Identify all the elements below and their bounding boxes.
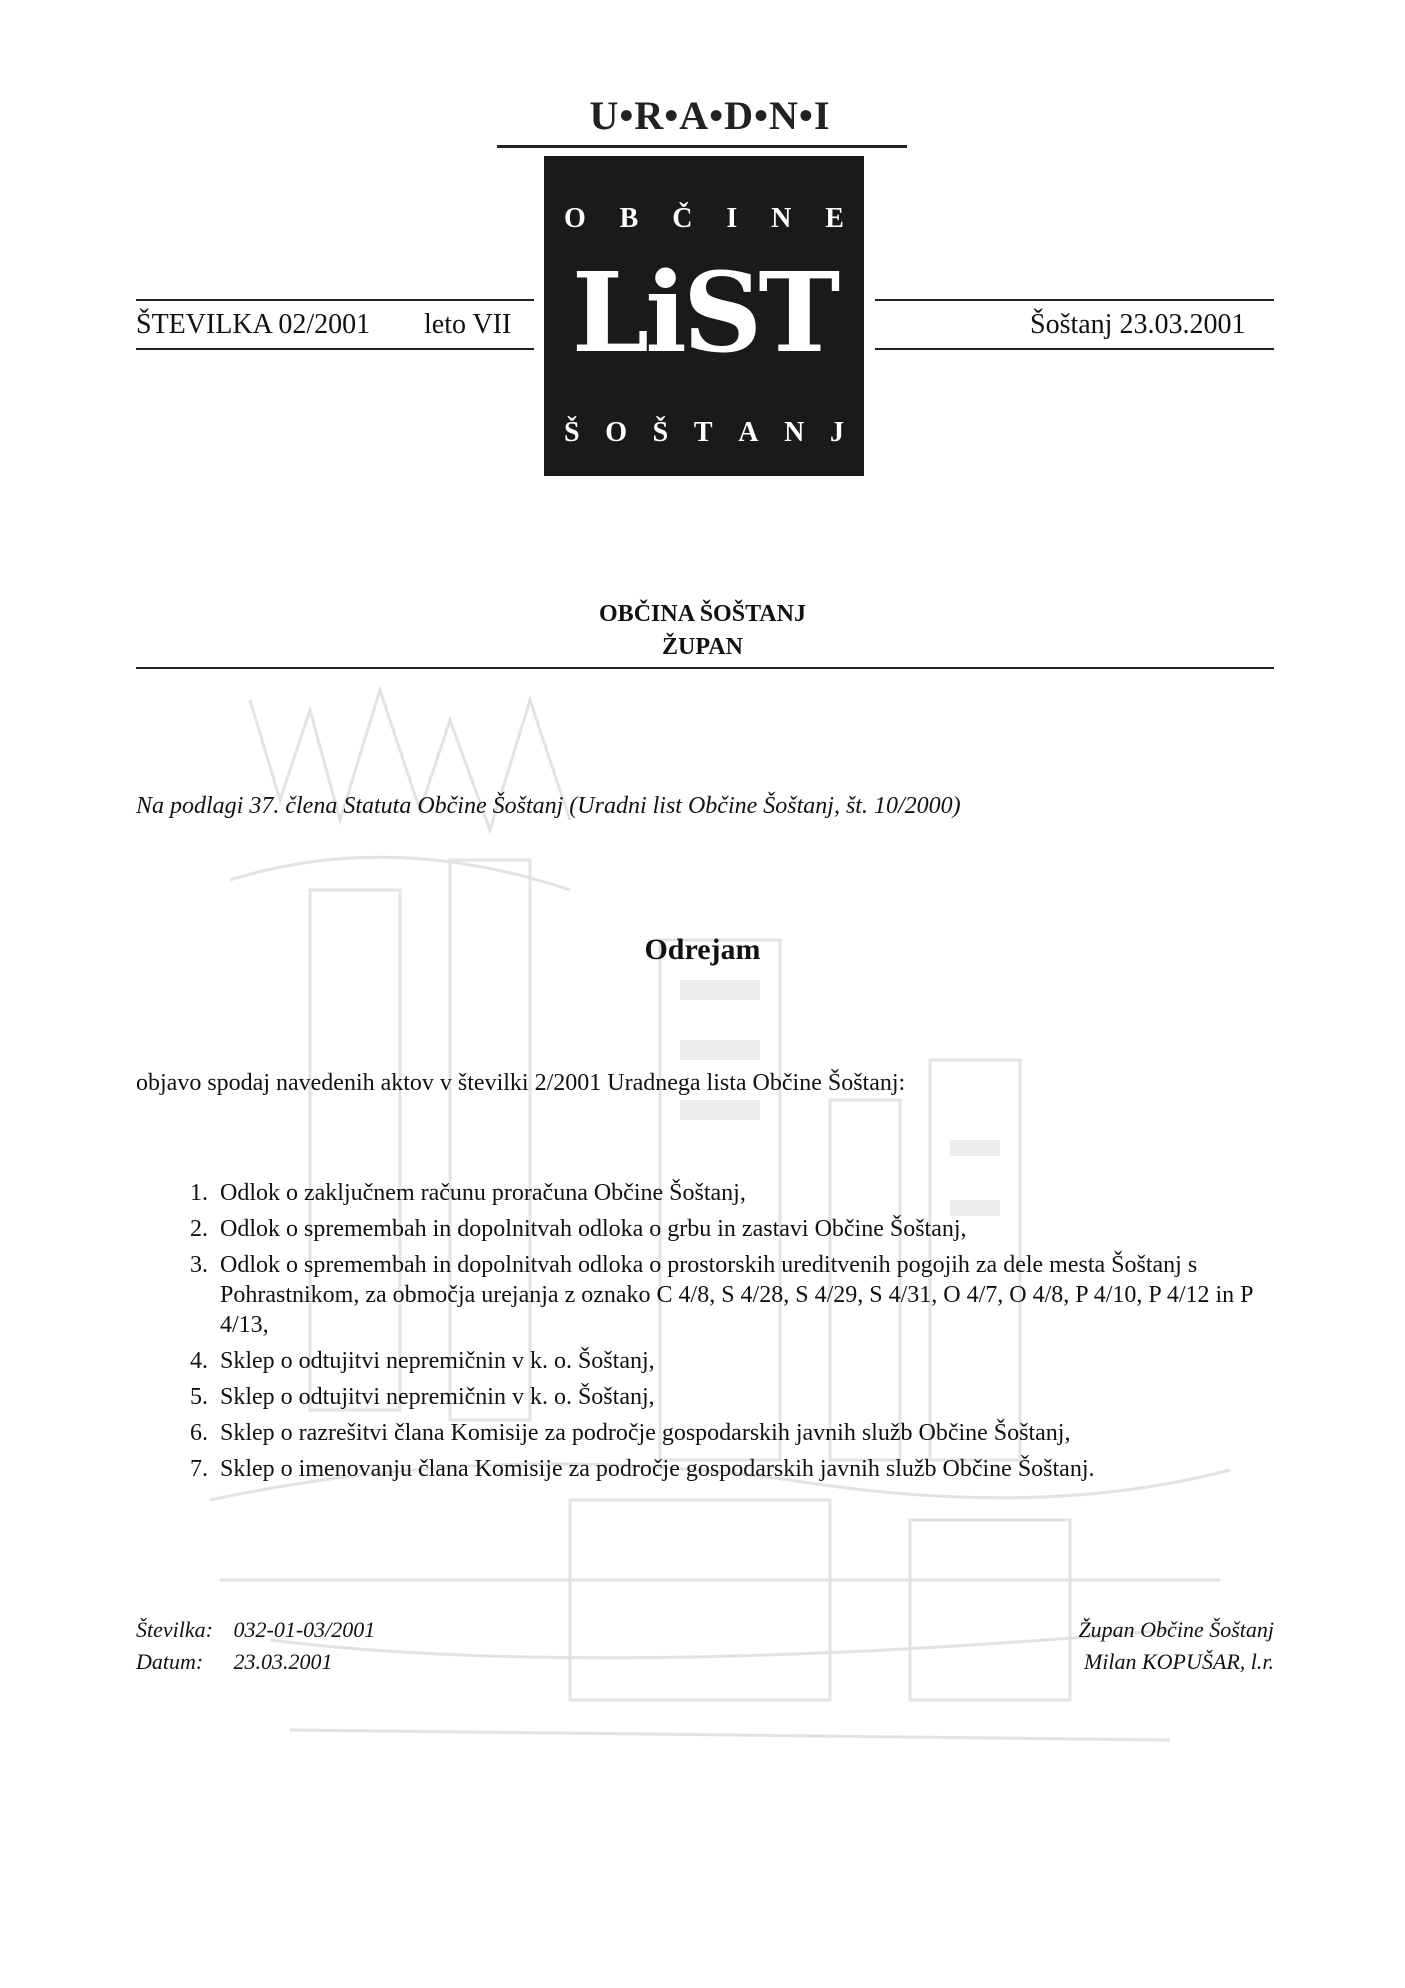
masthead-divider bbox=[497, 145, 907, 148]
header-rule bbox=[136, 348, 534, 350]
logo-letter: Š bbox=[564, 417, 580, 448]
logo-sostanj-row bbox=[544, 417, 864, 449]
list-item bbox=[136, 1250, 1276, 1340]
issuer-municipality: OBČINA ŠOŠTANJ bbox=[599, 601, 806, 627]
logo-letter: O bbox=[564, 203, 586, 234]
reference-number-label: Številka: bbox=[136, 1617, 213, 1642]
header-rule bbox=[136, 299, 534, 301]
acts-list bbox=[136, 1178, 1276, 1490]
reference-number-value: 032-01-03/2001 bbox=[233, 1617, 376, 1642]
logo-obcine-row bbox=[544, 203, 864, 235]
list-item bbox=[136, 1454, 1276, 1484]
reference-date-label: Datum: bbox=[136, 1649, 204, 1674]
list-item-text: Odlok o zaključnem računu proračuna Občine Šoštanj, bbox=[220, 1180, 746, 1206]
list-item bbox=[136, 1214, 1276, 1244]
list-item-text: Sklep o odtujitvi nepremičnin v k. o. Šoštanj, bbox=[220, 1348, 655, 1374]
reference-number-line bbox=[136, 1614, 375, 1646]
list-item-text: Odlok o spremembah in dopolnitvah odloka o prostorskih ureditvenih pogojih za dele mesta Šoštanj s Pohrastnikom, za območja urejanja z oznako C 4/8, S 4/28, S 4/29, S 4/31, O 4/7, O 4/8, P 4/10, P 4/12 in P 4/13, bbox=[220, 1252, 1253, 1338]
intro-paragraph: objavo spodaj navedenih aktov v številki 2/2001 Uradnega lista Občine Šoštanj: bbox=[136, 1070, 906, 1096]
issue-date: Šoštanj 23.03.2001 bbox=[1030, 309, 1246, 340]
reference-date-line bbox=[136, 1646, 375, 1678]
reference-date-value: 23.03.2001 bbox=[233, 1649, 333, 1674]
logo-list-word: LiST bbox=[571, 248, 837, 377]
header-rule bbox=[875, 348, 1274, 350]
list-item-number: 5. bbox=[190, 1384, 208, 1410]
list-item-number: 1. bbox=[190, 1180, 208, 1206]
signatory-role: Župan Občine Šoštanj bbox=[1078, 1617, 1274, 1642]
list-item-text: Sklep o razrešitvi člana Komisije za področje gospodarskih javnih služb Občine Šoštanj, bbox=[220, 1420, 1071, 1446]
list-item bbox=[136, 1178, 1276, 1208]
legal-basis-preamble: Na podlagi 37. člena Statuta Občine Šoštanj (Uradni list Občine Šoštanj, št. 10/2000) bbox=[136, 793, 961, 819]
issue-year: leto VII bbox=[424, 309, 512, 340]
list-item bbox=[136, 1418, 1276, 1448]
logo-letter: O bbox=[605, 417, 627, 448]
list-item-number: 3. bbox=[190, 1252, 208, 1278]
masthead-title: U•R•A•D•N•I bbox=[589, 93, 831, 138]
logo-letter: J bbox=[829, 417, 844, 448]
header-rule bbox=[875, 299, 1274, 301]
list-item-number: 7. bbox=[190, 1456, 208, 1482]
logo-letter: N bbox=[771, 203, 792, 234]
list-item-number: 4. bbox=[190, 1348, 208, 1374]
signatory-name: Milan KOPUŠAR, l.r. bbox=[1083, 1649, 1274, 1674]
list-item-text: Sklep o imenovanju člana Komisije za področje gospodarskih javnih služb Občine Šoštanj. bbox=[220, 1456, 1095, 1482]
signatory bbox=[1078, 1614, 1274, 1678]
logo-letter: N bbox=[784, 417, 805, 448]
logo-letter: I bbox=[726, 203, 738, 234]
issue-number: ŠTEVILKA 02/2001 bbox=[136, 309, 371, 340]
list-item bbox=[136, 1346, 1276, 1376]
logo-letter: Č bbox=[672, 203, 693, 234]
document-heading: Odrejam bbox=[644, 933, 761, 966]
list-item-number: 6. bbox=[190, 1420, 208, 1446]
logo-letter: B bbox=[619, 203, 639, 234]
logo-letter: Š bbox=[652, 417, 669, 448]
list-item-number: 2. bbox=[190, 1216, 208, 1242]
list-item-text: Odlok o spremembah in dopolnitvah odloka o grbu in zastavi Občine Šoštanj, bbox=[220, 1216, 967, 1242]
issuer-role: ŽUPAN bbox=[662, 634, 743, 660]
issuer-divider bbox=[136, 667, 1274, 669]
list-item-text: Sklep o odtujitvi nepremičnin v k. o. Šoštanj, bbox=[220, 1384, 655, 1410]
logo-letter: A bbox=[738, 417, 759, 448]
logo-letter: E bbox=[825, 203, 844, 234]
document-reference bbox=[136, 1614, 375, 1678]
list-item bbox=[136, 1382, 1276, 1412]
logo-letter: T bbox=[693, 417, 713, 448]
